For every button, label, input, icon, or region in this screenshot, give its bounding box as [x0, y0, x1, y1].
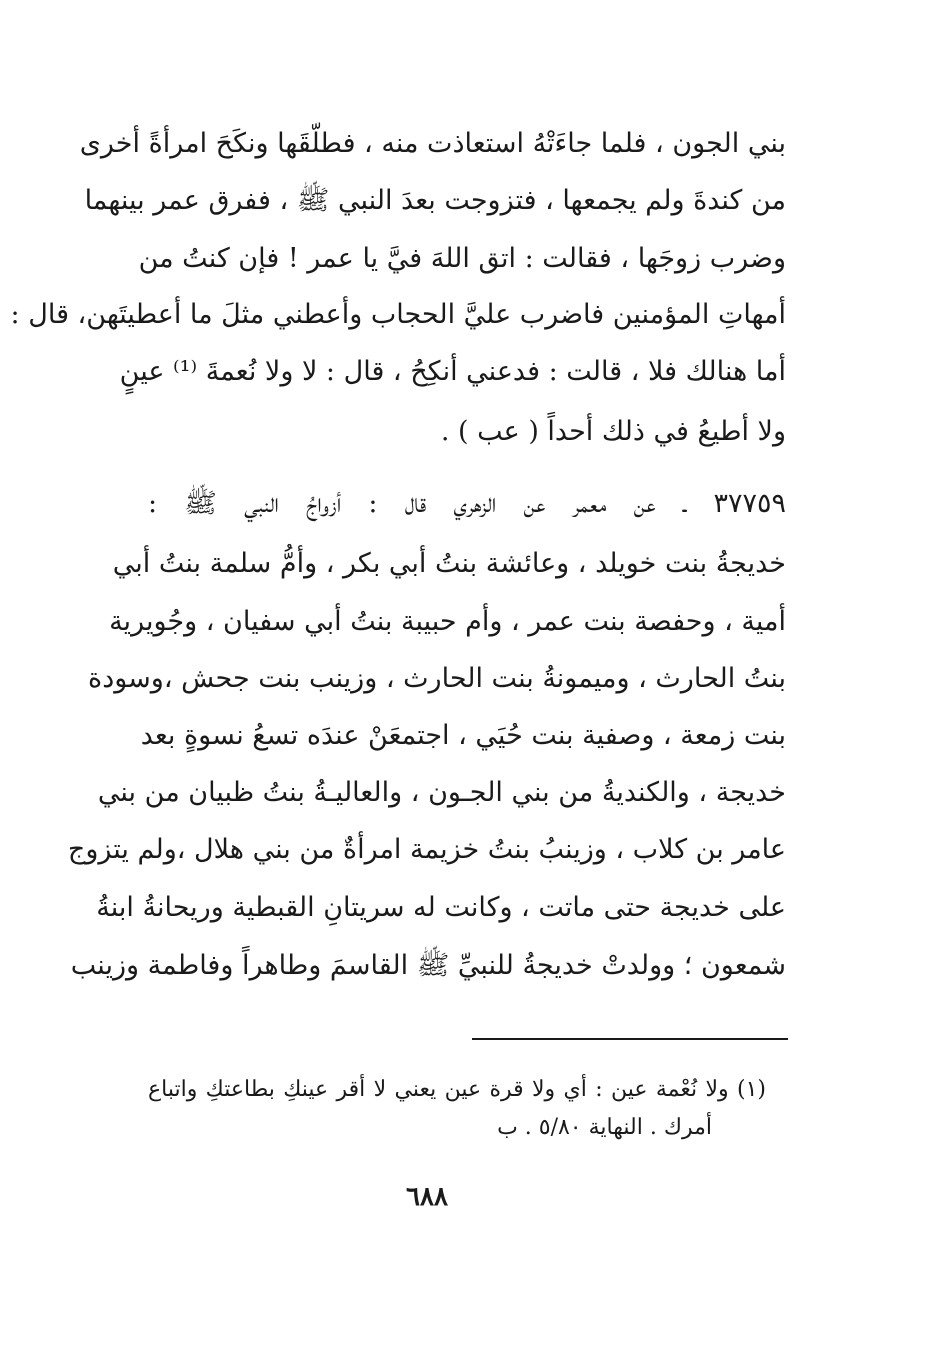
text-line-11: بنت زمعة ، وصفية بنت حُيَي ، اجتمعَنْ عندَه تسعُ نسوةٍ بعد [140, 720, 786, 751]
text-line-10: بنتُ الحارث ، وميمونةُ بنت الحارث ، وزينب بنت جحش ،وسودة [88, 663, 786, 694]
page-number: ٦٨٨ [406, 1182, 448, 1212]
text-line-13: عامر بن كلاب ، وزينبُ بنتُ خزيمة امرأةٌ من بني هلال ،ولم يتزوج [67, 834, 786, 865]
text-line-4: أمهاتِ المؤمنين فاضرب عليَّ الحجاب وأعطني مثلَ ما أعطيتَهن، قال : [10, 299, 786, 330]
footnote-line-2: أمرك . النهاية ٥/٨٠ . ب [497, 1115, 712, 1140]
footnote-line-1: (١) ولا نُعْمة عين : أي ولا قرة عين يعني لا أقر عينكِ بطاعتكِ واتباع [148, 1077, 766, 1102]
text-line-2: من كندةَ ولم يجمعها ، فتزوجت بعدَ النبي ﷺ ، ففرق عمر بينهما [84, 185, 786, 216]
hadith-heading-line: ٣٧٧٥٩ ـ عن معمر عن الزهري قال : أزواجُ النبي ﷺ : [148, 488, 786, 519]
footnote-divider [472, 1038, 788, 1040]
text-line-3: وضرب زوجَها ، فقالت : اتق اللهَ فيَّ يا عمر ! فإن كنتُ من [138, 243, 786, 274]
text-line-6: ولا أطيعُ في ذلك أحداً ( عب ) . [440, 416, 786, 447]
text-line-14: على خديجة حتى ماتت ، وكانت له سريتانِ القبطية وريحانةُ ابنةُ [96, 892, 786, 923]
text-line-15: شمعون ؛ وولدتْ خديجةُ للنبيِّ ﷺ القاسمَ وطاهراً وفاطمة وزينب [70, 950, 786, 981]
text-line-12: خديجة ، والكنديةُ من بني الجـون ، والعاليـةُ بنتُ ظبيان من بني [97, 777, 786, 808]
text-line-5: أما هنالك فلا ، قالت : فدعني أنكِحُ ، قال : لا ولا نُعمةَ ⁽¹⁾ عينٍ [119, 356, 786, 387]
text-line-9: أمية ، وحفصة بنت عمر ، وأم حبيبة بنتُ أبي سفيان ، وجُويرية [109, 606, 786, 637]
text-line-1: بني الجون ، فلما جاءَتْهُ استعاذت منه ، فطلّقَها ونكَحَ امرأةً أخرى [79, 128, 786, 159]
text-line-8: خديجةُ بنت خويلد ، وعائشة بنتُ أبي بكر ، وأمُّ سلمة بنتُ أبي [112, 548, 786, 579]
